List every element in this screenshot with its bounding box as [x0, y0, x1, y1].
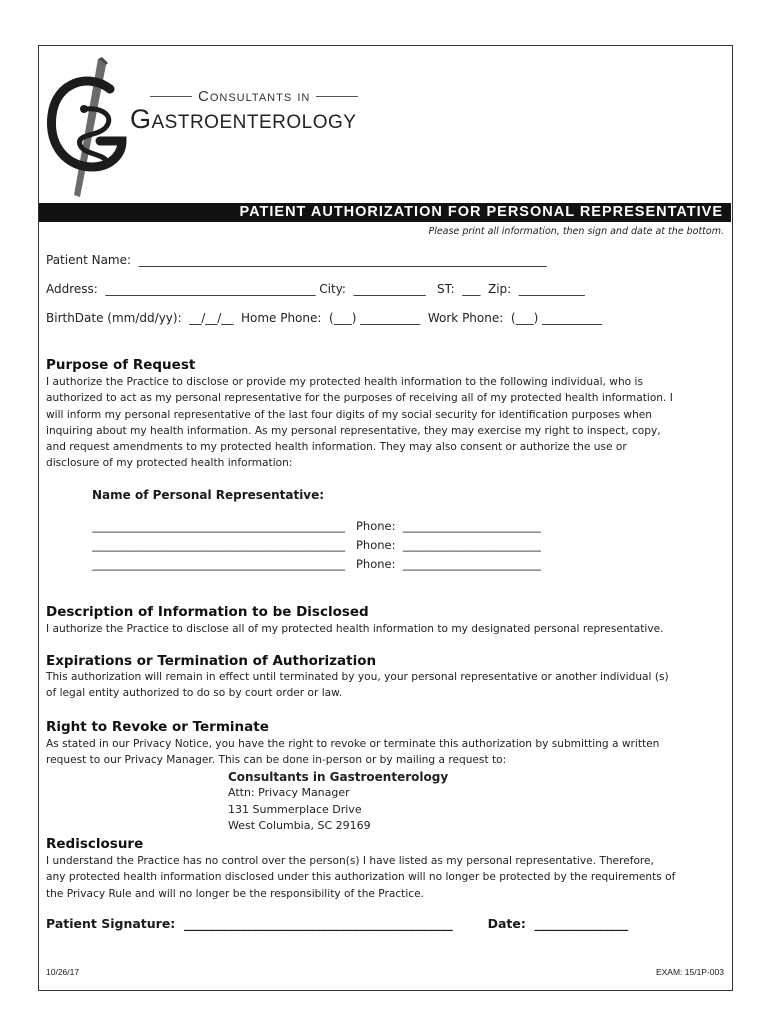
signature-date-field[interactable]: Patient Signature: ___________________________________________ Date: _______________	[46, 916, 629, 931]
address-street: 131 Summerplace Drive	[228, 802, 362, 816]
instructions-text: Please print all information, then sign and date at the bottom.	[428, 226, 724, 237]
redisclosure-text: I understand the Practice has no control over the person(s) I have listed as my personal representative. Therefore, any protected health information disclosed under this authorization will no longer be protected by the requirements of the Privacy Rule and will no longer be the responsibility of the Practice.	[46, 855, 676, 900]
revoke-heading: Right to Revoke or Terminate	[46, 719, 269, 735]
representative-row-3[interactable]: ____________________________________________ Phone: ________________________	[92, 557, 541, 571]
expiration-heading: Expirations or Termination of Authorization	[46, 653, 377, 669]
birthdate-phone-field[interactable]: BirthDate (mm/dd/yy): __/__/__ Home Phone: (___) __________ Work Phone: (___) __________	[46, 311, 603, 325]
title-bar	[39, 203, 731, 222]
purpose-text: I authorize the Practice to disclose or provide my protected health information to the following individual, who is authorized to act as my personal representative for the purposes of receiving all of my protected health information. I will inform my personal representative of the last four digits of my social security for identification purposes when inquiring about my health information. As my personal representative, they may exercise my right to inspect, copy, and request amendments to my protected health information. They may also consent or authorize the use or disclosure of my protected health information:	[46, 376, 673, 470]
address-name: Consultants in Gastroenterology	[228, 770, 449, 784]
description-text: I authorize the Practice to disclose all of my protected health information to my designated personal representative.	[46, 623, 664, 635]
footer-form-code: EXAM: 15/1P-003	[655, 967, 724, 977]
logo-main-text: Gastroenterology	[130, 104, 357, 134]
mailing-address	[228, 769, 448, 835]
representative-row-1[interactable]: ____________________________________________ Phone: ________________________	[92, 519, 541, 533]
address-city: West Columbia, SC 29169	[228, 819, 371, 832]
page-title: PATIENT AUTHORIZATION FOR PERSONAL REPRESENTATIVE	[239, 204, 723, 220]
footer-date: 10/26/17	[46, 967, 80, 977]
address-field[interactable]: Address: ___________________________________ City: ____________ ST: ___ Zip: ___________	[46, 282, 585, 296]
representative-row-2[interactable]: ____________________________________________ Phone: ________________________	[92, 538, 541, 552]
logo-top-text: Consultants in	[150, 88, 358, 105]
representative-heading: Name of Personal Representative:	[92, 488, 325, 502]
patient-name-field[interactable]: Patient Name: ____________________________________________________________________	[46, 253, 547, 267]
redisclosure-heading: Redisclosure	[46, 836, 144, 852]
expiration-text: This authorization will remain in effect until terminated by you, your personal representative or another individual (s) of legal entity authorized to do so by court order or law.	[46, 671, 669, 700]
revoke-text: As stated in our Privacy Notice, you have the right to revoke or terminate this authorization by submitting a written request to our Privacy Manager. This can be done in-person or by mailing a request to:	[46, 738, 660, 767]
address-attn: Attn: Privacy Manager	[228, 786, 350, 799]
purpose-heading: Purpose of Request	[46, 357, 196, 373]
description-heading: Description of Information to be Disclosed	[46, 604, 369, 620]
